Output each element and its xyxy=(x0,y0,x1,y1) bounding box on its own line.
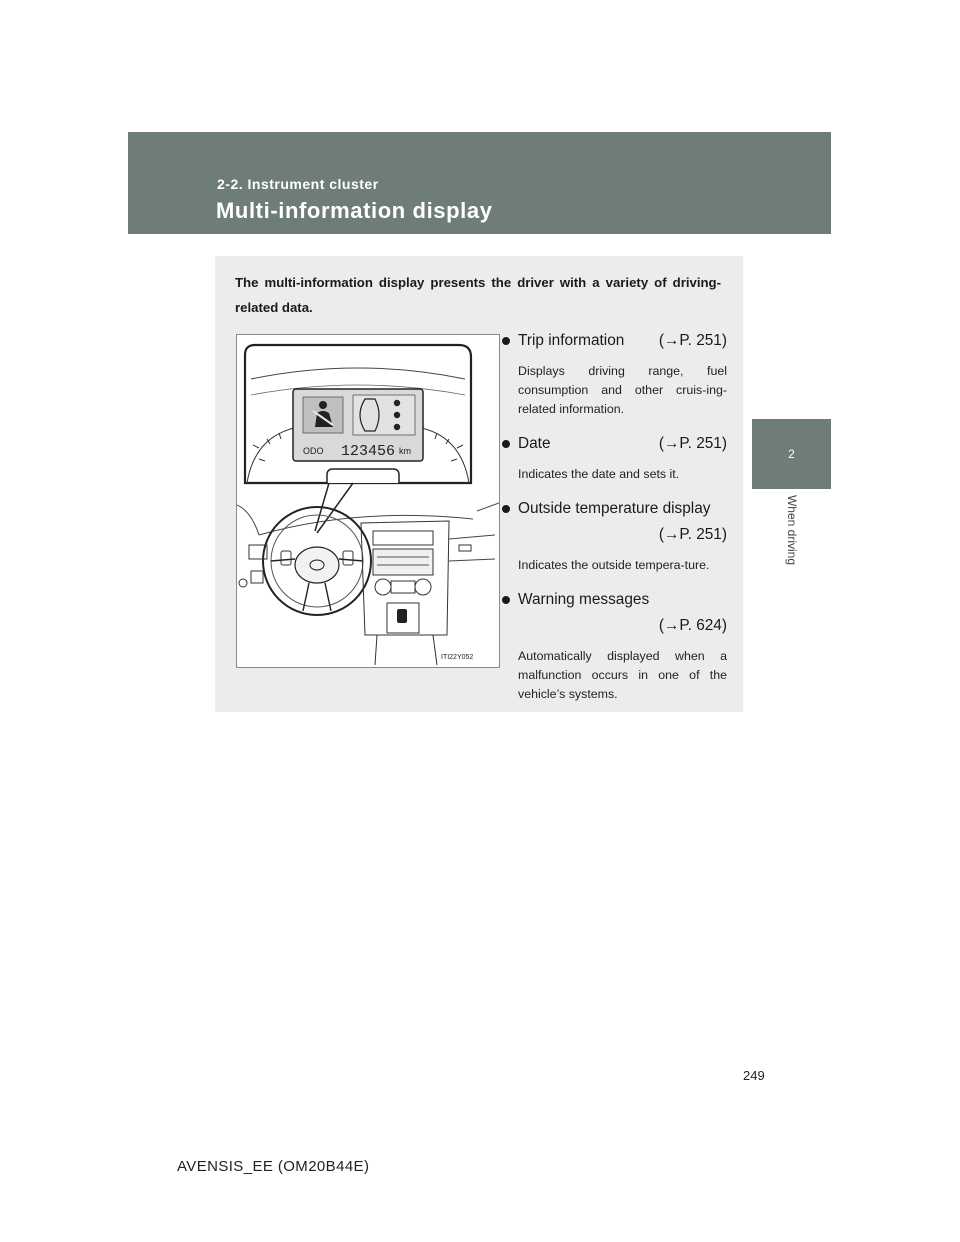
chapter-side-label: When driving xyxy=(785,494,799,566)
dashboard-drawing xyxy=(237,335,499,667)
page-reference-link[interactable]: (→P. 251) xyxy=(658,332,727,349)
odometer-unit: km xyxy=(399,446,411,456)
page-reference-link[interactable]: (→P. 624) xyxy=(658,617,727,634)
header-band xyxy=(128,132,831,234)
feature-description: Displays driving range, fuel consumption and other cruis-ing-related information. xyxy=(518,364,727,416)
page-reference-link[interactable]: (→P. 251) xyxy=(658,526,727,543)
feature-item-trip-information xyxy=(500,328,743,419)
intro-text: The multi-information display presents the driver with a variety of driving-related data. xyxy=(235,275,721,315)
feature-title: Outside temperature display xyxy=(518,500,711,517)
page-reference-link[interactable]: (→P. 251) xyxy=(658,435,727,452)
feature-description: Indicates the date and sets it. xyxy=(518,467,680,481)
page-title: Multi-information display xyxy=(216,198,493,223)
feature-item-date xyxy=(500,431,743,484)
page-number: 249 xyxy=(743,1068,765,1083)
bullet-icon xyxy=(502,337,510,345)
figure-code: ITI22Y052 xyxy=(441,654,474,661)
feature-item-warning-messages xyxy=(500,587,743,704)
dashboard-illustration xyxy=(236,334,500,668)
bullet-icon xyxy=(502,596,510,604)
section-label: 2-2. Instrument cluster xyxy=(217,176,379,192)
content-panel xyxy=(215,256,743,712)
feature-title: Trip information xyxy=(518,332,625,349)
document-code: AVENSIS_EE (OM20B44E) xyxy=(177,1158,370,1175)
feature-description: Automatically displayed when a malfunction occurs in one of the vehicle’s systems. xyxy=(518,649,727,701)
odometer-label: ODO xyxy=(303,446,324,456)
feature-item-outside-temperature xyxy=(500,496,743,575)
bullet-icon xyxy=(502,505,510,513)
bullet-icon xyxy=(502,440,510,448)
feature-title: Warning messages xyxy=(518,591,650,608)
feature-title: Date xyxy=(518,435,551,452)
feature-description: Indicates the outside tempera-ture. xyxy=(518,558,710,572)
chapter-tab: 2 xyxy=(752,419,831,489)
feature-list xyxy=(500,328,743,704)
odometer-value: 123456 xyxy=(341,443,396,460)
